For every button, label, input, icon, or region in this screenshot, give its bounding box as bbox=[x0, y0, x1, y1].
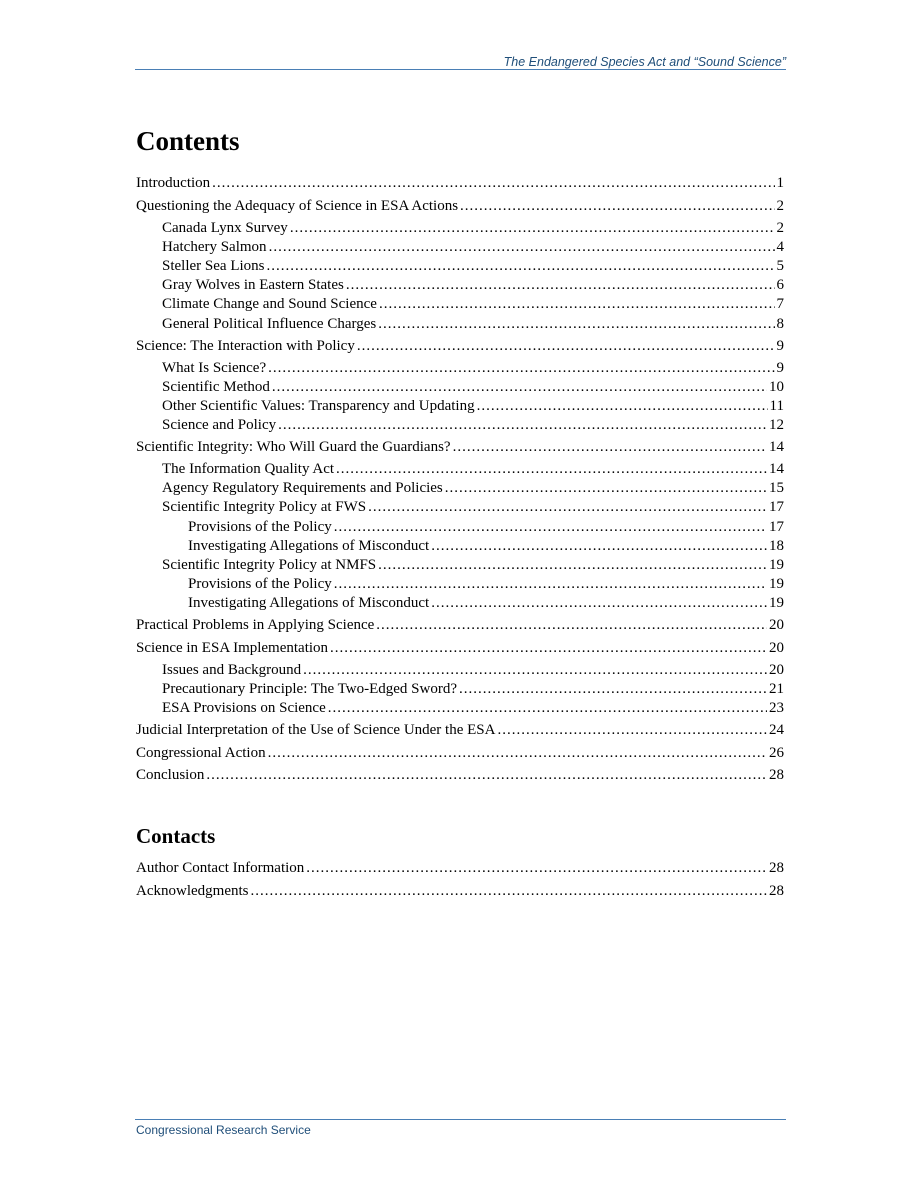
toc-entry-page: 5 bbox=[776, 258, 784, 274]
toc-leader-dots bbox=[431, 537, 767, 556]
toc-entry[interactable] bbox=[136, 661, 784, 680]
toc-entry-page: 4 bbox=[776, 239, 784, 255]
toc-entry[interactable] bbox=[136, 882, 784, 901]
toc-entry[interactable] bbox=[136, 744, 784, 763]
toc-entry-label: What Is Science? bbox=[162, 360, 267, 376]
toc-entry[interactable] bbox=[136, 616, 784, 635]
toc-entry[interactable] bbox=[136, 537, 784, 556]
toc-entry[interactable] bbox=[136, 276, 784, 295]
toc-entry-label: Science: The Interaction with Policy bbox=[136, 338, 355, 354]
toc-entry-page: 18 bbox=[769, 538, 784, 554]
toc-entry[interactable] bbox=[136, 766, 784, 785]
toc-entry[interactable] bbox=[136, 498, 784, 517]
toc-leader-dots bbox=[497, 721, 767, 740]
toc-entry[interactable] bbox=[136, 197, 784, 216]
toc-entry-page: 17 bbox=[769, 519, 784, 535]
toc-entry[interactable] bbox=[136, 859, 784, 878]
toc-leader-dots bbox=[336, 460, 767, 479]
toc-entry-label: Hatchery Salmon bbox=[162, 239, 267, 255]
toc-entry[interactable] bbox=[136, 556, 784, 575]
toc-entry[interactable] bbox=[136, 174, 784, 193]
toc-leader-dots bbox=[268, 359, 774, 378]
footer-rule bbox=[135, 1119, 786, 1120]
toc-entry-page: 26 bbox=[769, 745, 784, 761]
toc-entry[interactable] bbox=[136, 438, 784, 457]
toc-entry[interactable] bbox=[136, 721, 784, 740]
toc-entry-page: 19 bbox=[769, 557, 784, 573]
toc-leader-dots bbox=[330, 639, 767, 658]
toc-leader-dots bbox=[206, 766, 767, 785]
toc-leader-dots bbox=[357, 337, 775, 356]
toc-entry-page: 8 bbox=[776, 316, 784, 332]
toc-entry[interactable] bbox=[136, 257, 784, 276]
toc-leader-dots bbox=[378, 315, 774, 334]
toc-entry-label: Provisions of the Policy bbox=[188, 576, 332, 592]
toc-entry-label: Congressional Action bbox=[136, 745, 266, 761]
toc-entry-page: 28 bbox=[769, 860, 784, 876]
toc-leader-dots bbox=[431, 594, 767, 613]
toc-leader-dots bbox=[453, 438, 767, 457]
toc-leader-dots bbox=[268, 744, 767, 763]
toc-entry[interactable] bbox=[136, 680, 784, 699]
toc-leader-dots bbox=[368, 498, 767, 517]
toc-entry-label: Investigating Allegations of Misconduct bbox=[188, 595, 430, 611]
toc-entry[interactable] bbox=[136, 219, 784, 238]
toc-entry-label: Investigating Allegations of Misconduct bbox=[188, 538, 430, 554]
toc-entry-page: 2 bbox=[776, 198, 784, 214]
toc-entry-page: 14 bbox=[769, 439, 784, 455]
toc-entry-page: 2 bbox=[776, 220, 784, 236]
toc-entry-label: Precautionary Principle: The Two-Edged Sword? bbox=[162, 681, 457, 697]
toc-entry-label: Scientific Integrity: Who Will Guard the Guardians? bbox=[136, 439, 451, 455]
toc-entry[interactable] bbox=[136, 699, 784, 718]
toc-entry-page: 23 bbox=[769, 700, 784, 716]
toc-entry[interactable] bbox=[136, 337, 784, 356]
toc-entry-label: Author Contact Information bbox=[136, 860, 305, 876]
toc-leader-dots bbox=[278, 416, 767, 435]
toc-entry[interactable] bbox=[136, 315, 784, 334]
toc-entry-page: 28 bbox=[769, 767, 784, 783]
toc-entry-label: Introduction bbox=[136, 175, 211, 191]
toc-entry-page: 12 bbox=[769, 417, 784, 433]
toc-entry-label: Gray Wolves in Eastern States bbox=[162, 277, 344, 293]
toc-entry-page: 19 bbox=[769, 576, 784, 592]
toc-entry-page: 20 bbox=[769, 640, 784, 656]
toc-entry-label: Practical Problems in Applying Science bbox=[136, 617, 375, 633]
toc-entry-page: 15 bbox=[769, 480, 784, 496]
contents-heading: Contents bbox=[136, 126, 240, 156]
toc-leader-dots bbox=[269, 238, 775, 257]
toc-entry[interactable] bbox=[136, 575, 784, 594]
toc-entry[interactable] bbox=[136, 238, 784, 257]
toc-entry-page: 7 bbox=[776, 296, 784, 312]
toc-leader-dots bbox=[378, 556, 767, 575]
toc-entry[interactable] bbox=[136, 460, 784, 479]
toc-leader-dots bbox=[266, 257, 774, 276]
toc-entry[interactable] bbox=[136, 295, 784, 314]
toc-leader-dots bbox=[459, 680, 767, 699]
toc-entry-page: 6 bbox=[776, 277, 784, 293]
toc-entry-page: 20 bbox=[769, 617, 784, 633]
toc-entry-label: Scientific Integrity Policy at FWS bbox=[162, 499, 367, 515]
toc-entry[interactable] bbox=[136, 479, 784, 498]
toc-leader-dots bbox=[290, 219, 775, 238]
toc-leader-dots bbox=[445, 479, 767, 498]
toc-leader-dots bbox=[334, 575, 767, 594]
toc-entry-page: 10 bbox=[769, 379, 784, 395]
toc-entry[interactable] bbox=[136, 397, 784, 416]
toc-entry-label: Issues and Background bbox=[162, 662, 302, 678]
toc-entry-label: The Information Quality Act bbox=[162, 461, 335, 477]
toc-entry-page: 9 bbox=[776, 360, 784, 376]
toc-leader-dots bbox=[306, 859, 767, 878]
toc-entry[interactable] bbox=[136, 594, 784, 613]
toc-entry-page: 24 bbox=[769, 722, 784, 738]
toc-entry-label: Other Scientific Values: Transparency and Updating bbox=[162, 398, 475, 414]
toc-entry-page: 21 bbox=[769, 681, 784, 697]
toc-entry[interactable] bbox=[136, 359, 784, 378]
toc-entry-label: Agency Regulatory Requirements and Policies bbox=[162, 480, 443, 496]
toc-entry-label: Judicial Interpretation of the Use of Science Under the ESA bbox=[136, 722, 496, 738]
toc-leader-dots bbox=[346, 276, 775, 295]
toc-entry-label: Conclusion bbox=[136, 767, 205, 783]
footer-text: Congressional Research Service bbox=[136, 1123, 311, 1137]
toc-entry-page: 14 bbox=[769, 461, 784, 477]
toc-leader-dots bbox=[250, 882, 767, 901]
toc-entry[interactable] bbox=[136, 416, 784, 435]
toc-entry-page: 20 bbox=[769, 662, 784, 678]
toc-entry-page: 9 bbox=[776, 338, 784, 354]
toc-leader-dots bbox=[477, 397, 768, 416]
toc-entry-label: Scientific Integrity Policy at NMFS bbox=[162, 557, 377, 573]
toc-entry[interactable] bbox=[136, 518, 784, 537]
toc-entry-label: Provisions of the Policy bbox=[188, 519, 332, 535]
toc-leader-dots bbox=[212, 174, 774, 193]
running-header-title: The Endangered Species Act and “Sound Science” bbox=[503, 55, 786, 69]
toc-entry-page: 11 bbox=[769, 398, 784, 414]
toc-entry-page: 28 bbox=[769, 883, 784, 899]
toc-entry-label: Scientific Method bbox=[162, 379, 270, 395]
toc-entry[interactable] bbox=[136, 378, 784, 397]
toc-entry-page: 19 bbox=[769, 595, 784, 611]
toc-leader-dots bbox=[376, 616, 767, 635]
toc-entry-label: Steller Sea Lions bbox=[162, 258, 265, 274]
toc-leader-dots bbox=[334, 518, 767, 537]
toc-leader-dots bbox=[328, 699, 767, 718]
toc-entry-label: Canada Lynx Survey bbox=[162, 220, 288, 236]
toc-entry-page: 1 bbox=[776, 175, 784, 191]
toc-entry-page: 17 bbox=[769, 499, 784, 515]
toc-leader-dots bbox=[272, 378, 767, 397]
contacts-heading: Contacts bbox=[136, 824, 216, 848]
header-rule bbox=[135, 69, 786, 70]
toc-entry-label: Climate Change and Sound Science bbox=[162, 296, 377, 312]
toc-entry-label: Science and Policy bbox=[162, 417, 277, 433]
toc-entry[interactable] bbox=[136, 639, 784, 658]
toc-entry-label: ESA Provisions on Science bbox=[162, 700, 326, 716]
toc-entry-label: Questioning the Adequacy of Science in ESA Actions bbox=[136, 198, 459, 214]
toc-entry-label: Science in ESA Implementation bbox=[136, 640, 329, 656]
toc-leader-dots bbox=[379, 295, 775, 314]
toc-entry-label: General Political Influence Charges bbox=[162, 316, 377, 332]
toc-leader-dots bbox=[460, 197, 774, 216]
toc-entry-label: Acknowledgments bbox=[136, 883, 249, 899]
toc-leader-dots bbox=[303, 661, 767, 680]
